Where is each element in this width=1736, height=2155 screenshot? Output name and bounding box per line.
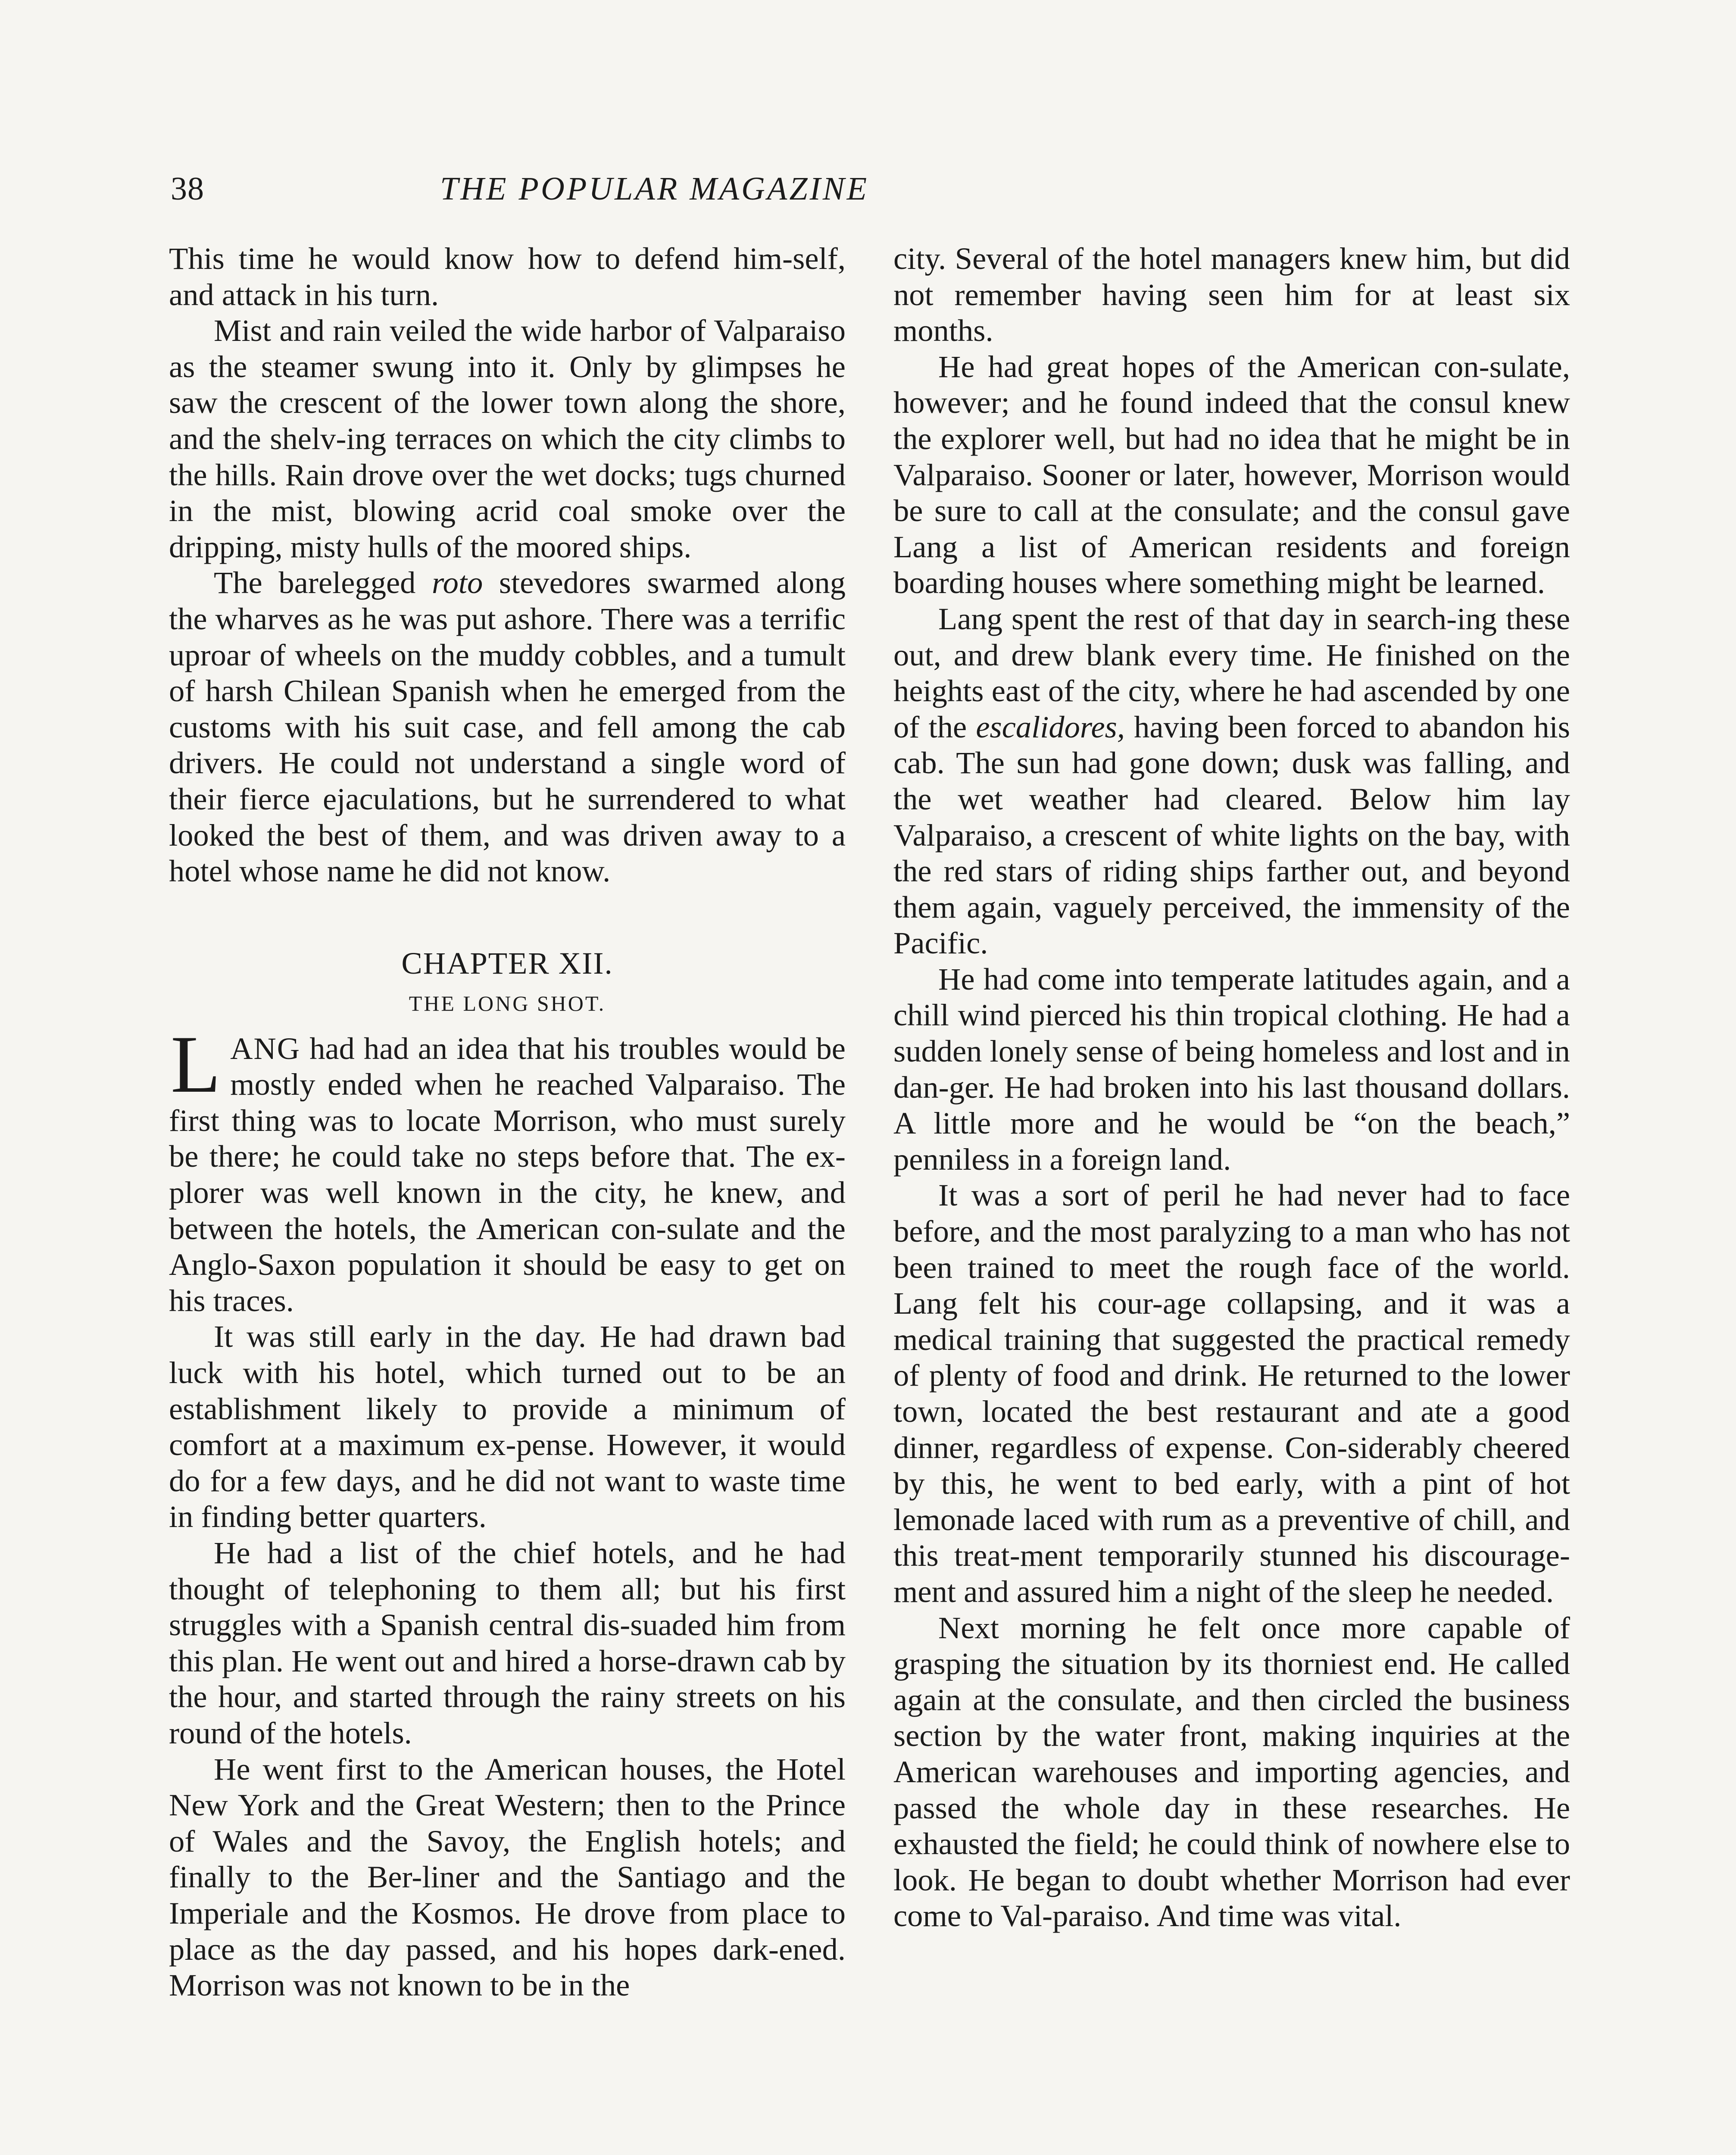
paragraph-text: had had an idea that his troubles would be mostly ended when he reached Valparaiso. The first thing was to locate Morrison, who must surely be there; he could take no steps before that. The ex-plorer was well known in the city, he knew, and between the hotels, the American con-sulate and the Anglo-Saxon population it should be easy to get on his traces. [169, 1031, 846, 1318]
paragraph-text: having been forced to abandon his cab. The sun had gone down; dusk was falling, and the wet weather had cleared. Below him lay Valparaiso, a crescent of white lights on the bay, with the red stars of riding ships farther out, and beyond them again, vaguely perceived, the immensity of the Pacific. [893, 709, 1570, 961]
chapter-opening-paragraph [169, 1019, 846, 1319]
paragraph [169, 565, 846, 889]
italic-word: escalidores, [976, 709, 1125, 744]
running-head: THE POPULAR MAGAZINE [440, 171, 869, 207]
italic-word: roto [432, 565, 483, 600]
chapter-subtitle: THE LONG SHOT. [409, 991, 606, 1015]
paragraph: He had great hopes of the American con-sulate, however; and he found indeed that the consul knew the explorer well, but had no idea that he might be in Valparaiso. Sooner or later, however, Morrison would be sure to call at the consulate; and the consul gave Lang a list of American residents and foreign boarding houses where something might be learned. [893, 349, 1570, 600]
chapter-heading [169, 945, 846, 1018]
chapter-title: CHAPTER XII. [401, 945, 613, 981]
paragraph: It was still early in the day. He had drawn bad luck with his hotel, which turned out to be an establishment likely to provide a minimum of comfort at a maximum ex-pense. However, it would do for a few days, and he did not want to waste time in finding better quarters. [169, 1319, 846, 1534]
paragraph: This time he would know how to defend him-self, and attack in his turn. [169, 241, 846, 312]
right-column [893, 240, 1570, 1934]
paragraph: city. Several of the hotel managers knew him, but did not remember having seen him for at least six months. [893, 241, 1570, 348]
paragraph: Next morning he felt once more capable of grasping the situation by its thorniest end. He called again at the consulate, and then circled the business section by the water front, making inquiries at the American warehouses and importing agencies, and passed the whole day in these researches. He exhausted the field; he could think of nowhere else to look. He began to doubt whether Morrison had ever come to Val-paraiso. And time was vital. [893, 1610, 1570, 1933]
paragraph-text: The barelegged [214, 565, 432, 600]
paragraph-text: Lang spent the rest of that day in search-ing these out, and drew blank every time. He finished on the heights east of the city, where he had ascended by one of the [893, 601, 1570, 744]
paragraph: He went first to the American houses, the Hotel New York and the Great Western; then to the Prince of Wales and the Savoy, the English hotels; and finally to the Ber-liner and the Santiago and the Imperiale and the Kosmos. He drove from place to place as the day passed, and his hopes dark-ened. Morrison was not known to be in the [169, 1751, 846, 2003]
drop-cap: L [171, 1019, 221, 1110]
paragraph: He had a list of the chief hotels, and he had thought of telephoning to them all; but his first struggles with a Spanish central dis-suaded him from this plan. He went out and hired a horse-drawn cab by the hour, and started through the rainy streets on his round of the hotels. [169, 1535, 846, 1750]
opening-word-rest: ANG [230, 1031, 301, 1066]
paragraph: It was a sort of peril he had never had to face before, and the most paralyzing to a man who has not been trained to meet the rough face of the world. Lang felt his cour-age collapsing, and it was a medical training that suggested the practical remedy of plenty of food and drink. He returned to the lower town, located the best restaurant and ate a good dinner, regardless of expense. Con-siderably cheered by this, he went to bed early, with a pint of hot lemonade laced with rum as a preventive of chill, and this treat-ment temporarily stunned his discourage-ment and assured him a night of the sleep he needed. [893, 1177, 1570, 1609]
left-column [169, 240, 846, 2003]
paragraph [893, 601, 1570, 961]
paragraph: Mist and rain veiled the wide harbor of Valparaiso as the steamer swung into it. Only by glimpses he saw the crescent of the lower town along the shore, and the shelv-ing terraces on which the city climbs to the hills. Rain drove over the wet docks; tugs churned in the mist, blowing acrid coal smoke over the dripping, misty hulls of the moored ships. [169, 313, 846, 564]
paragraph-text: stevedores swarmed along the wharves as he was put ashore. There was a terrific uproar of wheels on the muddy cobbles, and a tumult of harsh Chilean Spanish when he emerged from the customs with his suit case, and fell among the cab drivers. He could not understand a single word of their fierce ejaculations, but he surrendered to what looked the best of them, and was driven away to a hotel whose name he did not know. [169, 565, 846, 889]
page-number: 38 [171, 171, 204, 207]
page-header [171, 167, 1138, 210]
paragraph: He had come into temperate latitudes again, and a chill wind pierced his thin tropical clothing. He had a sudden lonely sense of being homeless and lost and in dan-ger. He had broken into his last thousand dollars. A little more and he would be “on the beach,” penniless in a foreign land. [893, 961, 1570, 1177]
